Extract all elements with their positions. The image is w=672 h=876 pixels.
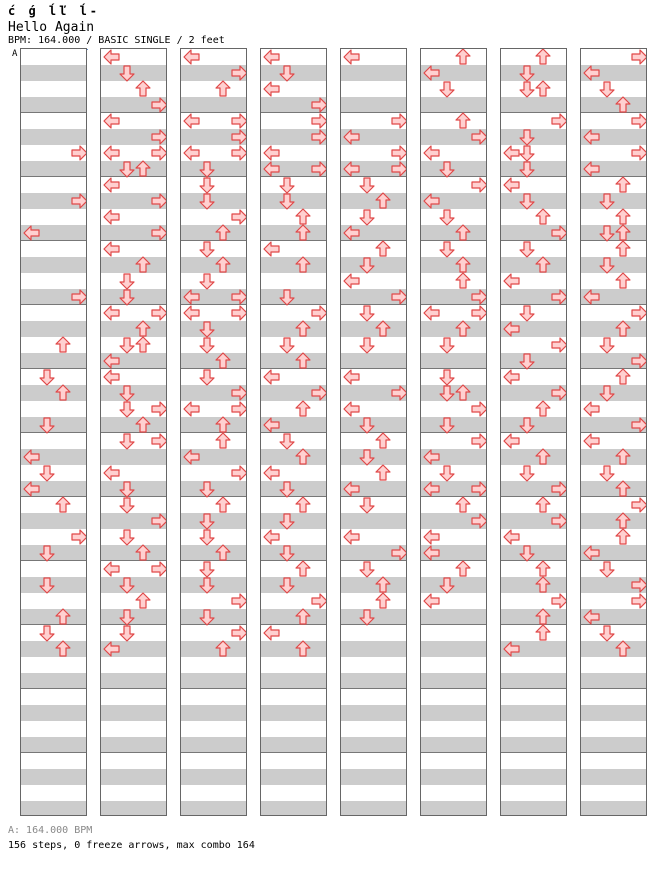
step-arrow-right — [630, 592, 647, 610]
beat-stripe — [341, 737, 406, 753]
step-arrow-right — [630, 112, 647, 130]
step-arrow-up — [294, 608, 312, 626]
step-arrow-left — [263, 368, 281, 386]
beat-stripe — [421, 97, 486, 113]
step-arrow-up — [54, 608, 72, 626]
step-arrow-left — [103, 208, 121, 226]
step-arrow-up — [214, 256, 232, 274]
step-arrow-right — [390, 112, 407, 130]
measure-line — [21, 688, 86, 689]
step-arrow-right — [630, 304, 647, 322]
step-arrow-up — [294, 256, 312, 274]
measure-line — [101, 688, 166, 689]
measure-line — [341, 688, 406, 689]
beat-stripe — [341, 801, 406, 816]
beat-stripe — [21, 769, 86, 785]
step-arrow-right — [550, 480, 567, 498]
step-arrow-right — [310, 160, 327, 178]
beat-stripe — [581, 705, 646, 721]
beat-stripe — [421, 801, 486, 816]
step-arrow-right — [310, 592, 327, 610]
beat-stripe — [501, 705, 566, 721]
chart-column — [100, 48, 167, 816]
beat-stripe — [421, 769, 486, 785]
step-arrow-up — [214, 640, 232, 658]
beat-stripe — [341, 353, 406, 369]
beat-stripe — [261, 769, 326, 785]
step-arrow-right — [70, 144, 87, 162]
step-arrow-right — [310, 304, 327, 322]
step-arrow-right — [230, 208, 247, 226]
step-arrow-down — [598, 336, 616, 354]
beat-stripe — [181, 673, 246, 689]
chart-column — [420, 48, 487, 816]
step-arrow-up — [294, 640, 312, 658]
beat-stripe — [21, 353, 86, 369]
beat-stripe — [21, 705, 86, 721]
step-arrow-up — [614, 448, 632, 466]
step-arrow-up — [294, 224, 312, 242]
step-arrow-right — [230, 304, 247, 322]
step-arrow-right — [150, 304, 167, 322]
beat-stripe — [21, 801, 86, 816]
step-arrow-down — [438, 80, 456, 98]
step-arrow-up — [614, 368, 632, 386]
step-arrow-up — [294, 448, 312, 466]
step-arrow-left — [343, 224, 361, 242]
step-arrow-down — [38, 544, 56, 562]
step-arrow-right — [550, 112, 567, 130]
chart-column — [340, 48, 407, 816]
step-arrow-right — [470, 128, 487, 146]
measure-line — [421, 624, 486, 625]
beat-stripe — [21, 257, 86, 273]
step-arrow-up — [454, 224, 472, 242]
step-arrow-left — [103, 176, 121, 194]
chart-column — [580, 48, 647, 816]
beat-stripe — [421, 353, 486, 369]
beat-stripe — [21, 129, 86, 145]
step-arrow-right — [550, 336, 567, 354]
step-arrow-up — [614, 272, 632, 290]
step-arrow-right — [470, 512, 487, 530]
step-arrow-up — [534, 448, 552, 466]
beat-stripe — [341, 705, 406, 721]
beat-stripe — [501, 673, 566, 689]
step-arrow-right — [550, 512, 567, 530]
beat-stripe — [21, 161, 86, 177]
measure-line — [21, 752, 86, 753]
step-arrow-down — [518, 464, 536, 482]
step-arrow-left — [343, 128, 361, 146]
step-arrow-left — [103, 304, 121, 322]
step-arrow-right — [630, 144, 647, 162]
step-arrow-left — [503, 368, 521, 386]
step-arrow-right — [630, 496, 647, 514]
beat-stripe — [501, 801, 566, 816]
beat-stripe — [421, 705, 486, 721]
step-arrow-right — [470, 304, 487, 322]
step-arrow-down — [198, 368, 216, 386]
step-arrow-right — [630, 48, 647, 66]
step-arrow-up — [374, 192, 392, 210]
step-arrow-up — [614, 240, 632, 258]
step-arrow-right — [550, 592, 567, 610]
step-arrow-up — [294, 400, 312, 418]
step-arrow-left — [183, 400, 201, 418]
step-arrow-right — [150, 512, 167, 530]
step-arrow-left — [423, 304, 441, 322]
step-arrow-up — [374, 240, 392, 258]
beat-stripe — [21, 513, 86, 529]
step-arrow-down — [198, 192, 216, 210]
beat-stripe — [581, 801, 646, 816]
measure-line — [501, 688, 566, 689]
step-arrow-down — [438, 160, 456, 178]
measure-line — [21, 176, 86, 177]
step-arrow-up — [374, 432, 392, 450]
step-arrow-right — [150, 96, 167, 114]
step-arrow-left — [183, 112, 201, 130]
step-arrow-up — [54, 336, 72, 354]
measure-line — [181, 688, 246, 689]
measure-line — [181, 752, 246, 753]
step-arrow-up — [54, 384, 72, 402]
step-arrow-right — [150, 560, 167, 578]
step-arrow-up — [294, 560, 312, 578]
step-arrow-up — [294, 352, 312, 370]
step-arrow-up — [454, 320, 472, 338]
step-arrow-right — [550, 224, 567, 242]
step-stats: 156 steps, 0 freeze arrows, max combo 164 — [8, 840, 255, 851]
step-arrow-up — [534, 48, 552, 66]
step-arrow-down — [278, 576, 296, 594]
step-arrow-up — [134, 592, 152, 610]
beat-stripe — [261, 673, 326, 689]
title-glyphs: ć ǵ ĺľ ĺ- — [8, 4, 101, 18]
step-arrow-up — [454, 560, 472, 578]
beat-stripe — [261, 801, 326, 816]
measure-line — [501, 752, 566, 753]
beat-stripe — [101, 769, 166, 785]
step-arrow-left — [343, 528, 361, 546]
chart-column — [500, 48, 567, 816]
step-arrow-left — [503, 320, 521, 338]
beat-stripe — [421, 609, 486, 625]
step-arrow-right — [550, 288, 567, 306]
bpm-summary: A: 164.000 BPM — [8, 825, 93, 836]
measure-line — [101, 752, 166, 753]
step-arrow-right — [470, 480, 487, 498]
measure-line — [261, 688, 326, 689]
beat-stripe — [261, 705, 326, 721]
beat-stripe — [421, 673, 486, 689]
step-arrow-left — [583, 432, 601, 450]
beat-stripe — [181, 97, 246, 113]
beat-stripe — [501, 769, 566, 785]
step-arrow-down — [358, 608, 376, 626]
beat-stripe — [261, 737, 326, 753]
measure-line — [421, 688, 486, 689]
step-arrow-up — [534, 80, 552, 98]
beat-stripe — [101, 737, 166, 753]
step-arrow-down — [198, 608, 216, 626]
step-arrow-down — [198, 576, 216, 594]
step-arrow-left — [23, 224, 41, 242]
beat-stripe — [341, 513, 406, 529]
step-arrow-left — [263, 624, 281, 642]
beat-stripe — [501, 737, 566, 753]
step-arrow-left — [23, 480, 41, 498]
beat-stripe — [21, 673, 86, 689]
step-arrow-up — [294, 320, 312, 338]
step-arrow-right — [230, 400, 247, 418]
step-arrow-right — [230, 64, 247, 82]
chart-column — [180, 48, 247, 816]
beat-stripe — [21, 737, 86, 753]
step-arrow-right — [230, 464, 247, 482]
step-arrow-left — [343, 272, 361, 290]
step-arrow-up — [454, 48, 472, 66]
measure-line — [341, 752, 406, 753]
step-arrow-right — [70, 192, 87, 210]
beat-stripe — [341, 769, 406, 785]
beat-stripe — [421, 641, 486, 657]
step-arrow-left — [583, 128, 601, 146]
beat-stripe — [181, 705, 246, 721]
step-arrow-down — [278, 288, 296, 306]
step-arrow-up — [134, 160, 152, 178]
beat-stripe — [101, 449, 166, 465]
step-arrow-right — [390, 384, 407, 402]
beat-stripe — [21, 321, 86, 337]
beat-stripe — [341, 65, 406, 81]
bpm-marker-label: A — [12, 49, 18, 59]
step-arrow-left — [503, 432, 521, 450]
step-arrow-up — [294, 496, 312, 514]
step-arrow-down — [358, 336, 376, 354]
step-arrow-up — [134, 256, 152, 274]
beat-stripe — [101, 801, 166, 816]
step-arrow-up — [214, 352, 232, 370]
step-arrow-right — [150, 192, 167, 210]
measure-line — [21, 112, 86, 113]
step-arrow-right — [230, 144, 247, 162]
step-arrow-up — [54, 496, 72, 514]
step-arrow-down — [38, 416, 56, 434]
step-arrow-right — [150, 144, 167, 162]
step-arrow-up — [54, 640, 72, 658]
step-arrow-left — [503, 640, 521, 658]
step-arrow-right — [150, 400, 167, 418]
step-arrow-left — [343, 368, 361, 386]
step-arrow-up — [214, 544, 232, 562]
step-arrow-left — [103, 112, 121, 130]
step-arrow-right — [390, 544, 407, 562]
beat-stripe — [21, 97, 86, 113]
step-arrow-up — [614, 176, 632, 194]
step-arrow-up — [214, 224, 232, 242]
beat-stripe — [421, 737, 486, 753]
step-arrow-up — [614, 320, 632, 338]
step-arrow-down — [38, 576, 56, 594]
beat-stripe — [181, 801, 246, 816]
step-arrow-right — [630, 416, 647, 434]
measure-line — [421, 752, 486, 753]
beat-stripe — [181, 769, 246, 785]
step-arrow-left — [183, 448, 201, 466]
step-arrow-up — [534, 624, 552, 642]
step-arrow-right — [310, 384, 327, 402]
chart-column — [260, 48, 327, 816]
step-arrow-right — [230, 624, 247, 642]
step-arrow-up — [214, 432, 232, 450]
step-arrow-right — [70, 528, 87, 546]
step-arrow-up — [534, 256, 552, 274]
step-arrow-right — [390, 288, 407, 306]
step-arrow-left — [343, 48, 361, 66]
step-arrow-right — [310, 128, 327, 146]
step-arrow-right — [70, 288, 87, 306]
step-arrow-right — [470, 432, 487, 450]
step-arrow-right — [230, 592, 247, 610]
step-arrow-left — [183, 48, 201, 66]
step-arrow-up — [214, 496, 232, 514]
song-title: Hello Again — [8, 20, 95, 35]
step-arrow-right — [550, 384, 567, 402]
step-arrow-down — [518, 80, 536, 98]
step-arrow-up — [614, 528, 632, 546]
chart-column — [20, 48, 87, 816]
beat-stripe — [341, 641, 406, 657]
step-arrow-left — [423, 480, 441, 498]
step-arrow-up — [374, 320, 392, 338]
step-arrow-left — [583, 400, 601, 418]
step-arrow-right — [470, 176, 487, 194]
step-arrow-up — [214, 80, 232, 98]
step-arrow-left — [263, 80, 281, 98]
step-arrow-left — [423, 544, 441, 562]
step-arrow-left — [503, 272, 521, 290]
measure-line — [581, 752, 646, 753]
beat-stripe — [341, 97, 406, 113]
beat-stripe — [101, 705, 166, 721]
step-arrow-left — [103, 640, 121, 658]
step-arrow-right — [630, 352, 647, 370]
step-arrow-up — [534, 400, 552, 418]
beat-stripe — [341, 673, 406, 689]
step-arrow-right — [390, 160, 407, 178]
step-arrow-up — [614, 640, 632, 658]
beat-stripe — [581, 769, 646, 785]
beat-stripe — [581, 673, 646, 689]
beat-stripe — [501, 97, 566, 113]
step-arrow-right — [150, 432, 167, 450]
step-arrow-down — [118, 496, 136, 514]
beat-stripe — [181, 737, 246, 753]
beat-stripe — [21, 65, 86, 81]
step-arrow-right — [470, 400, 487, 418]
step-arrow-down — [598, 560, 616, 578]
step-arrow-right — [150, 224, 167, 242]
step-arrow-up — [374, 464, 392, 482]
beat-stripe — [101, 673, 166, 689]
step-arrow-left — [263, 240, 281, 258]
step-arrow-left — [423, 592, 441, 610]
step-arrow-left — [103, 240, 121, 258]
step-arrow-up — [374, 592, 392, 610]
step-arrow-down — [438, 416, 456, 434]
beat-stripe — [581, 737, 646, 753]
step-arrow-down — [438, 336, 456, 354]
step-arrow-left — [583, 160, 601, 178]
measure-line — [261, 752, 326, 753]
step-arrow-up — [134, 336, 152, 354]
measure-line — [581, 688, 646, 689]
step-arrow-down — [118, 432, 136, 450]
step-arrow-left — [583, 288, 601, 306]
step-arrow-down — [358, 496, 376, 514]
chart-info: BPM: 164.000 / BASIC SINGLE / 2 feet — [8, 35, 225, 46]
